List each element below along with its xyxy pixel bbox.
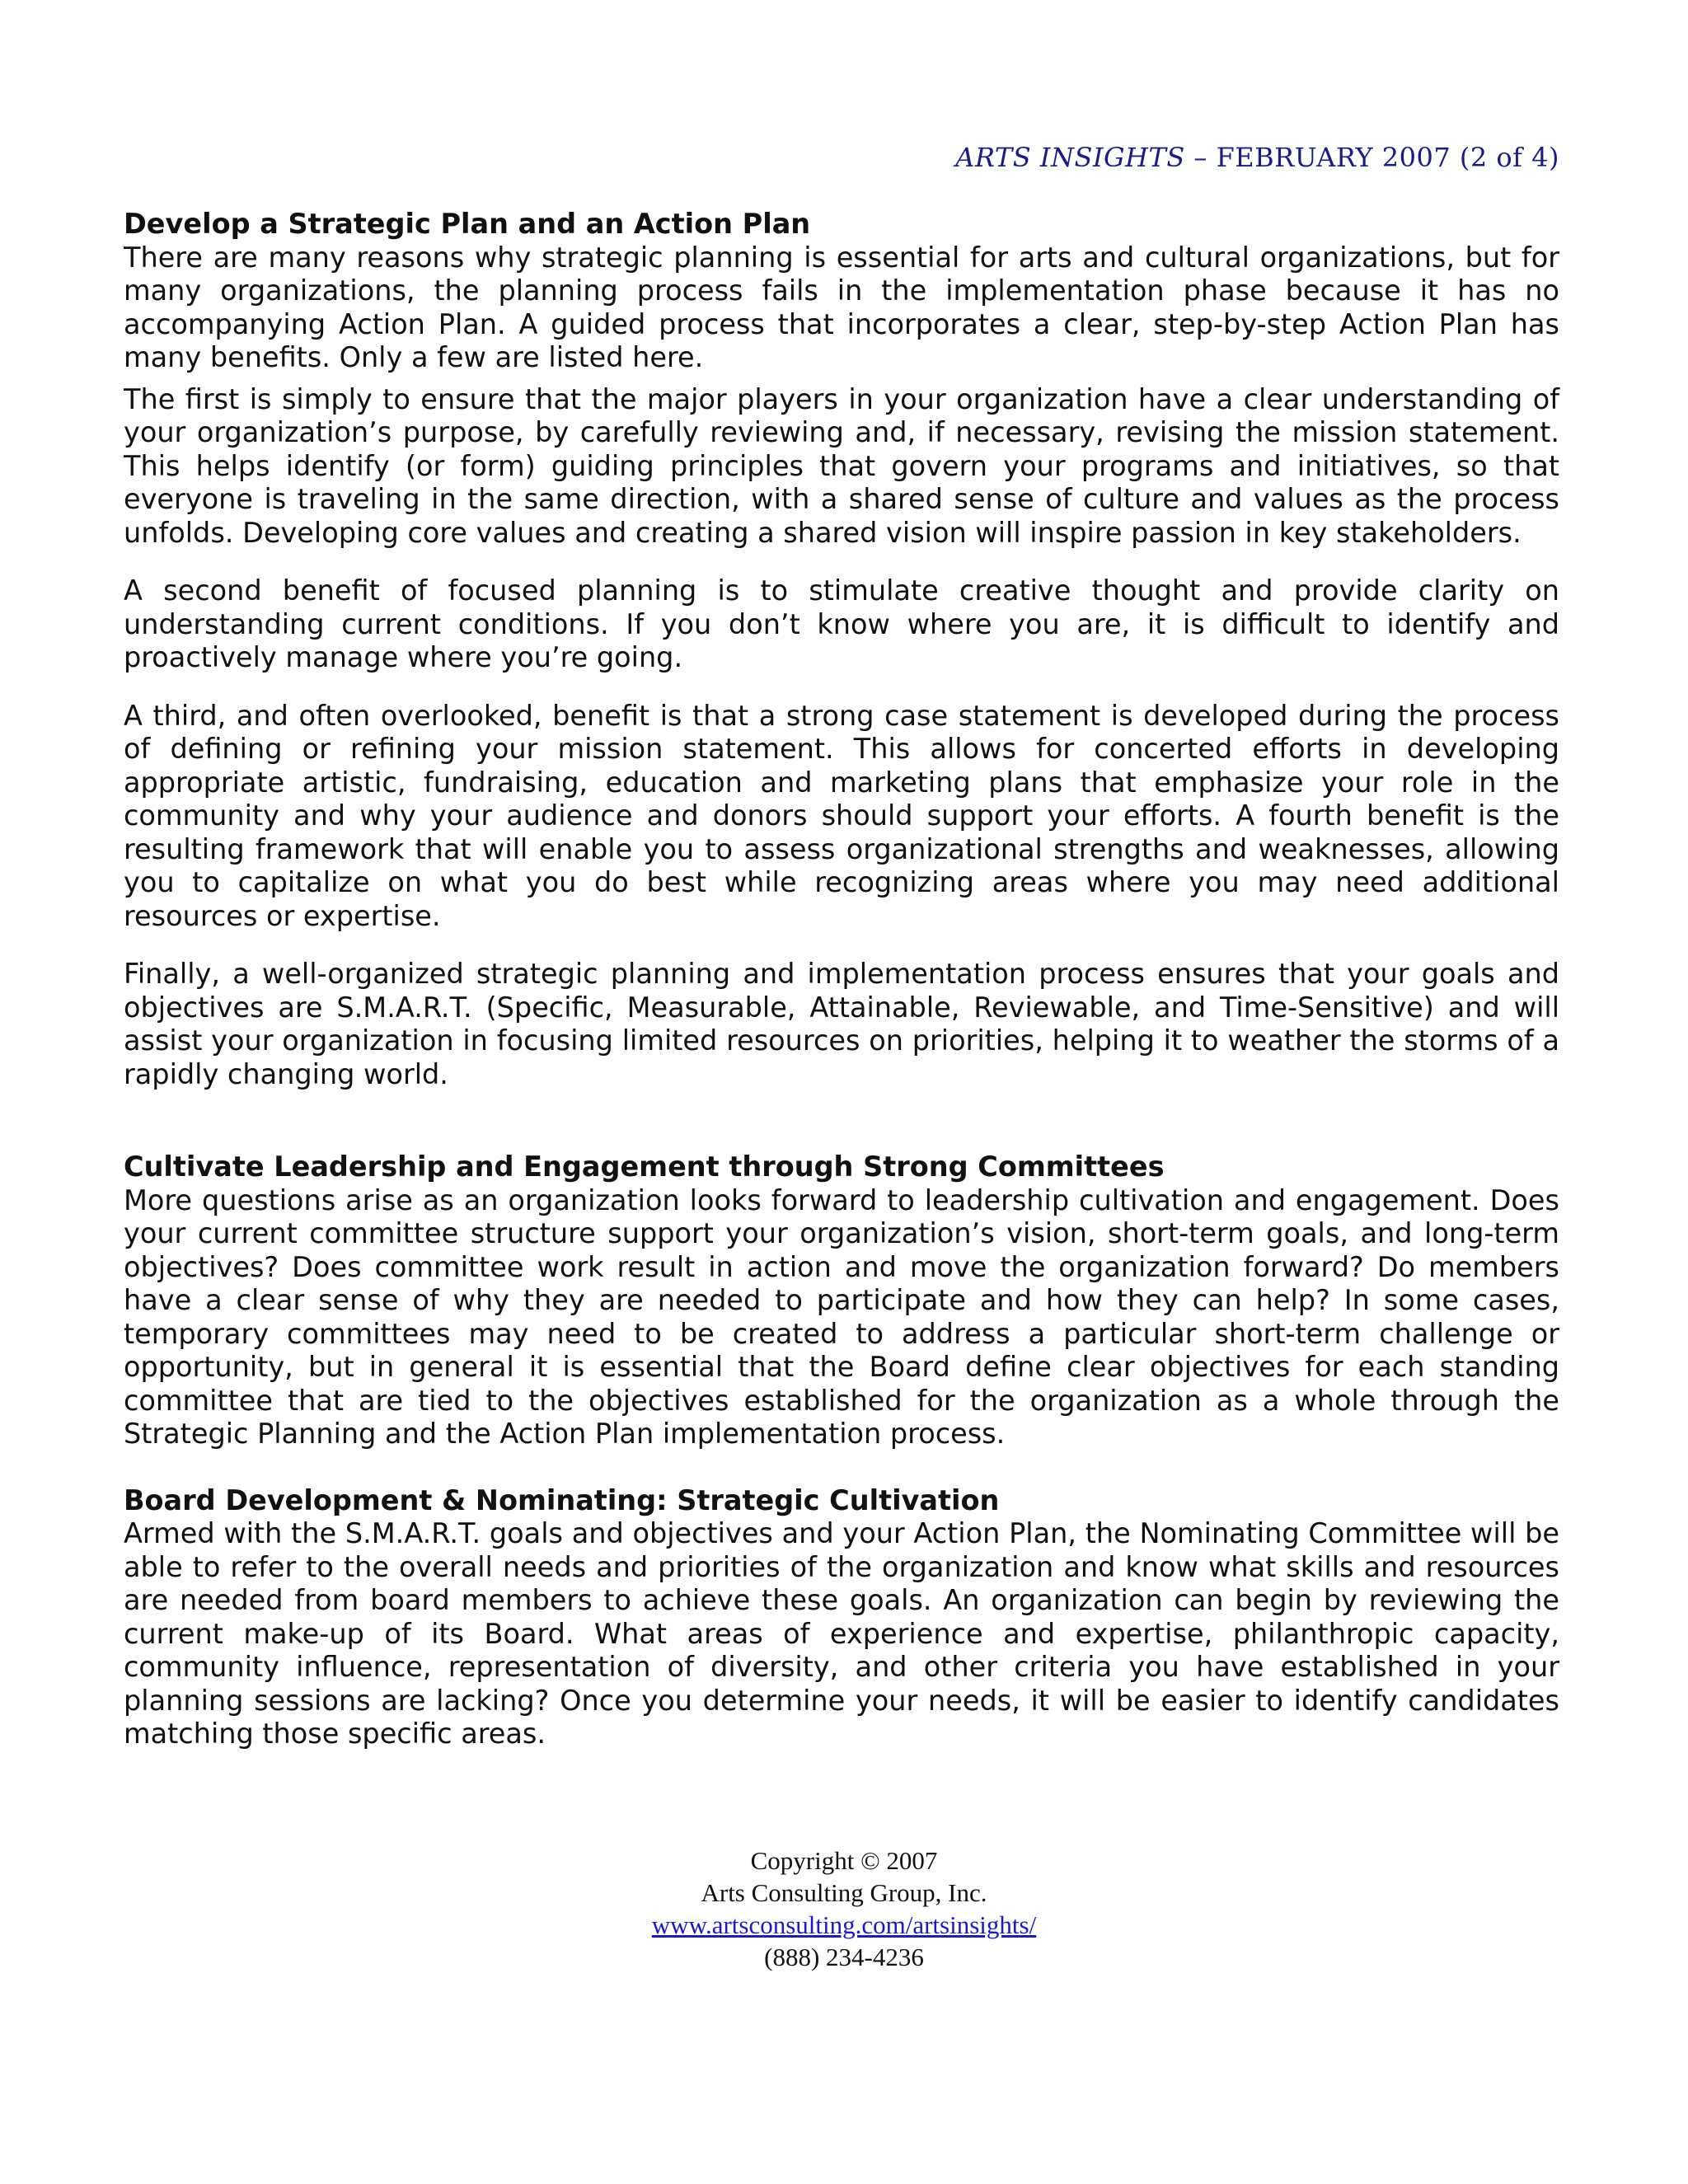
section-strategic-plan [124, 208, 1559, 1091]
phone-number: (888) 234-4236 [764, 1943, 924, 1971]
paragraph: Finally, a well-organized strategic planning and implementation process ensures that your goals and objectives are S.M.A.R.T. (Specific, Measurable, Attainable, Reviewable, and Time-Sensitive) and will assist your organization in focusing limited resources on priorities, helping it to weather the storms of a rapidly changing world. [124, 958, 1559, 1090]
issue-month: FEBRUARY [1216, 142, 1374, 173]
paragraph: A second benefit of focused planning is to stimulate creative thought and provide clarity on understanding current conditions. If you don’t know where you are, it is difficult to identify and proactively manage where you’re going. [124, 574, 1559, 673]
paragraph: Armed with the S.M.A.R.T. goals and objectives and your Action Plan, the Nominating Committee will be able to refer to the overall needs and priorities of the organization and know what skills and resources are needed from board members to achieve these goals. An organization can begin by reviewing the current make-up of its Board. What areas of experience and expertise, philanthropic capacity, community influence, representation of diversity, and other criteria you have established in your planning sessions are lacking? Once you determine your needs, it will be easier to identify candidates matching those specific areas. [124, 1517, 1559, 1750]
paragraph: There are many reasons why strategic planning is essential for arts and cultural organizations, but for many organizations, the planning process fails in the implementation phase because it has no accompanying Action Plan. A guided process that incorporates a clear, step-by-step Action Plan has many benefits. Only a few are listed here. [124, 241, 1559, 373]
header-separator: – [1184, 142, 1217, 173]
publication-name: ARTS INSIGHTS [955, 142, 1185, 173]
website-link[interactable]: www.artsconsulting.com/artsinsights/ [651, 1910, 1037, 1939]
section-board-development [124, 1484, 1559, 1751]
article-body [124, 208, 1559, 1751]
paragraph: More questions arise as an organization looks forward to leadership cultivation and engagement. Does your current committee structure support your organization’s vision, short-term goals, and long-term objectives? Does committee work result in action and move the organization forward? Do members have a clear sense of why they are needed to participate and how they can help? In some cases, temporary committees may need to be created to address a particular short-term challenge or opportunity, but in general it is essential that the Board define clear objectives for each standing committee that are tied to the objectives established for the organization as a whole through the Strategic Planning and the Action Plan implementation process. [124, 1183, 1559, 1450]
running-header [955, 142, 1559, 173]
company-name: Arts Consulting Group, Inc. [701, 1878, 987, 1907]
page-footer [0, 1844, 1688, 1973]
paragraph: A third, and often overlooked, benefit is that a strong case statement is developed during the process of defining or refining your mission statement. This allows for concerted efforts in developing appropriate artistic, fundraising, education and marketing plans that emphasize your role in the community and why your audience and donors should support your efforts. A fourth benefit is the resulting framework that will enable you to assess organizational strengths and weaknesses, allowing you to capitalize on what you do best while recognizing areas where you may need additional resources or expertise. [124, 699, 1559, 932]
section-committees [124, 1151, 1559, 1451]
section-heading: Board Development & Nominating: Strategic Cultivation [124, 1483, 1000, 1516]
website-line [0, 1909, 1688, 1941]
copyright-line: Copyright © 2007 [750, 1846, 938, 1875]
section-heading: Develop a Strategic Plan and an Action Plan [124, 208, 811, 240]
page-info: 2007 (2 of 4) [1373, 142, 1559, 173]
section-heading: Cultivate Leadership and Engagement through Strong Committees [124, 1151, 1165, 1183]
paragraph: The first is simply to ensure that the major players in your organization have a clear understanding of your organization’s purpose, by carefully reviewing and, if necessary, revising the mission statement. This helps identify (or form) guiding principles that govern your programs and initiatives, so that everyone is traveling in the same direction, with a shared sense of culture and values as the process unfolds. Developing core values and creating a shared vision will inspire passion in key stakeholders. [124, 382, 1559, 549]
